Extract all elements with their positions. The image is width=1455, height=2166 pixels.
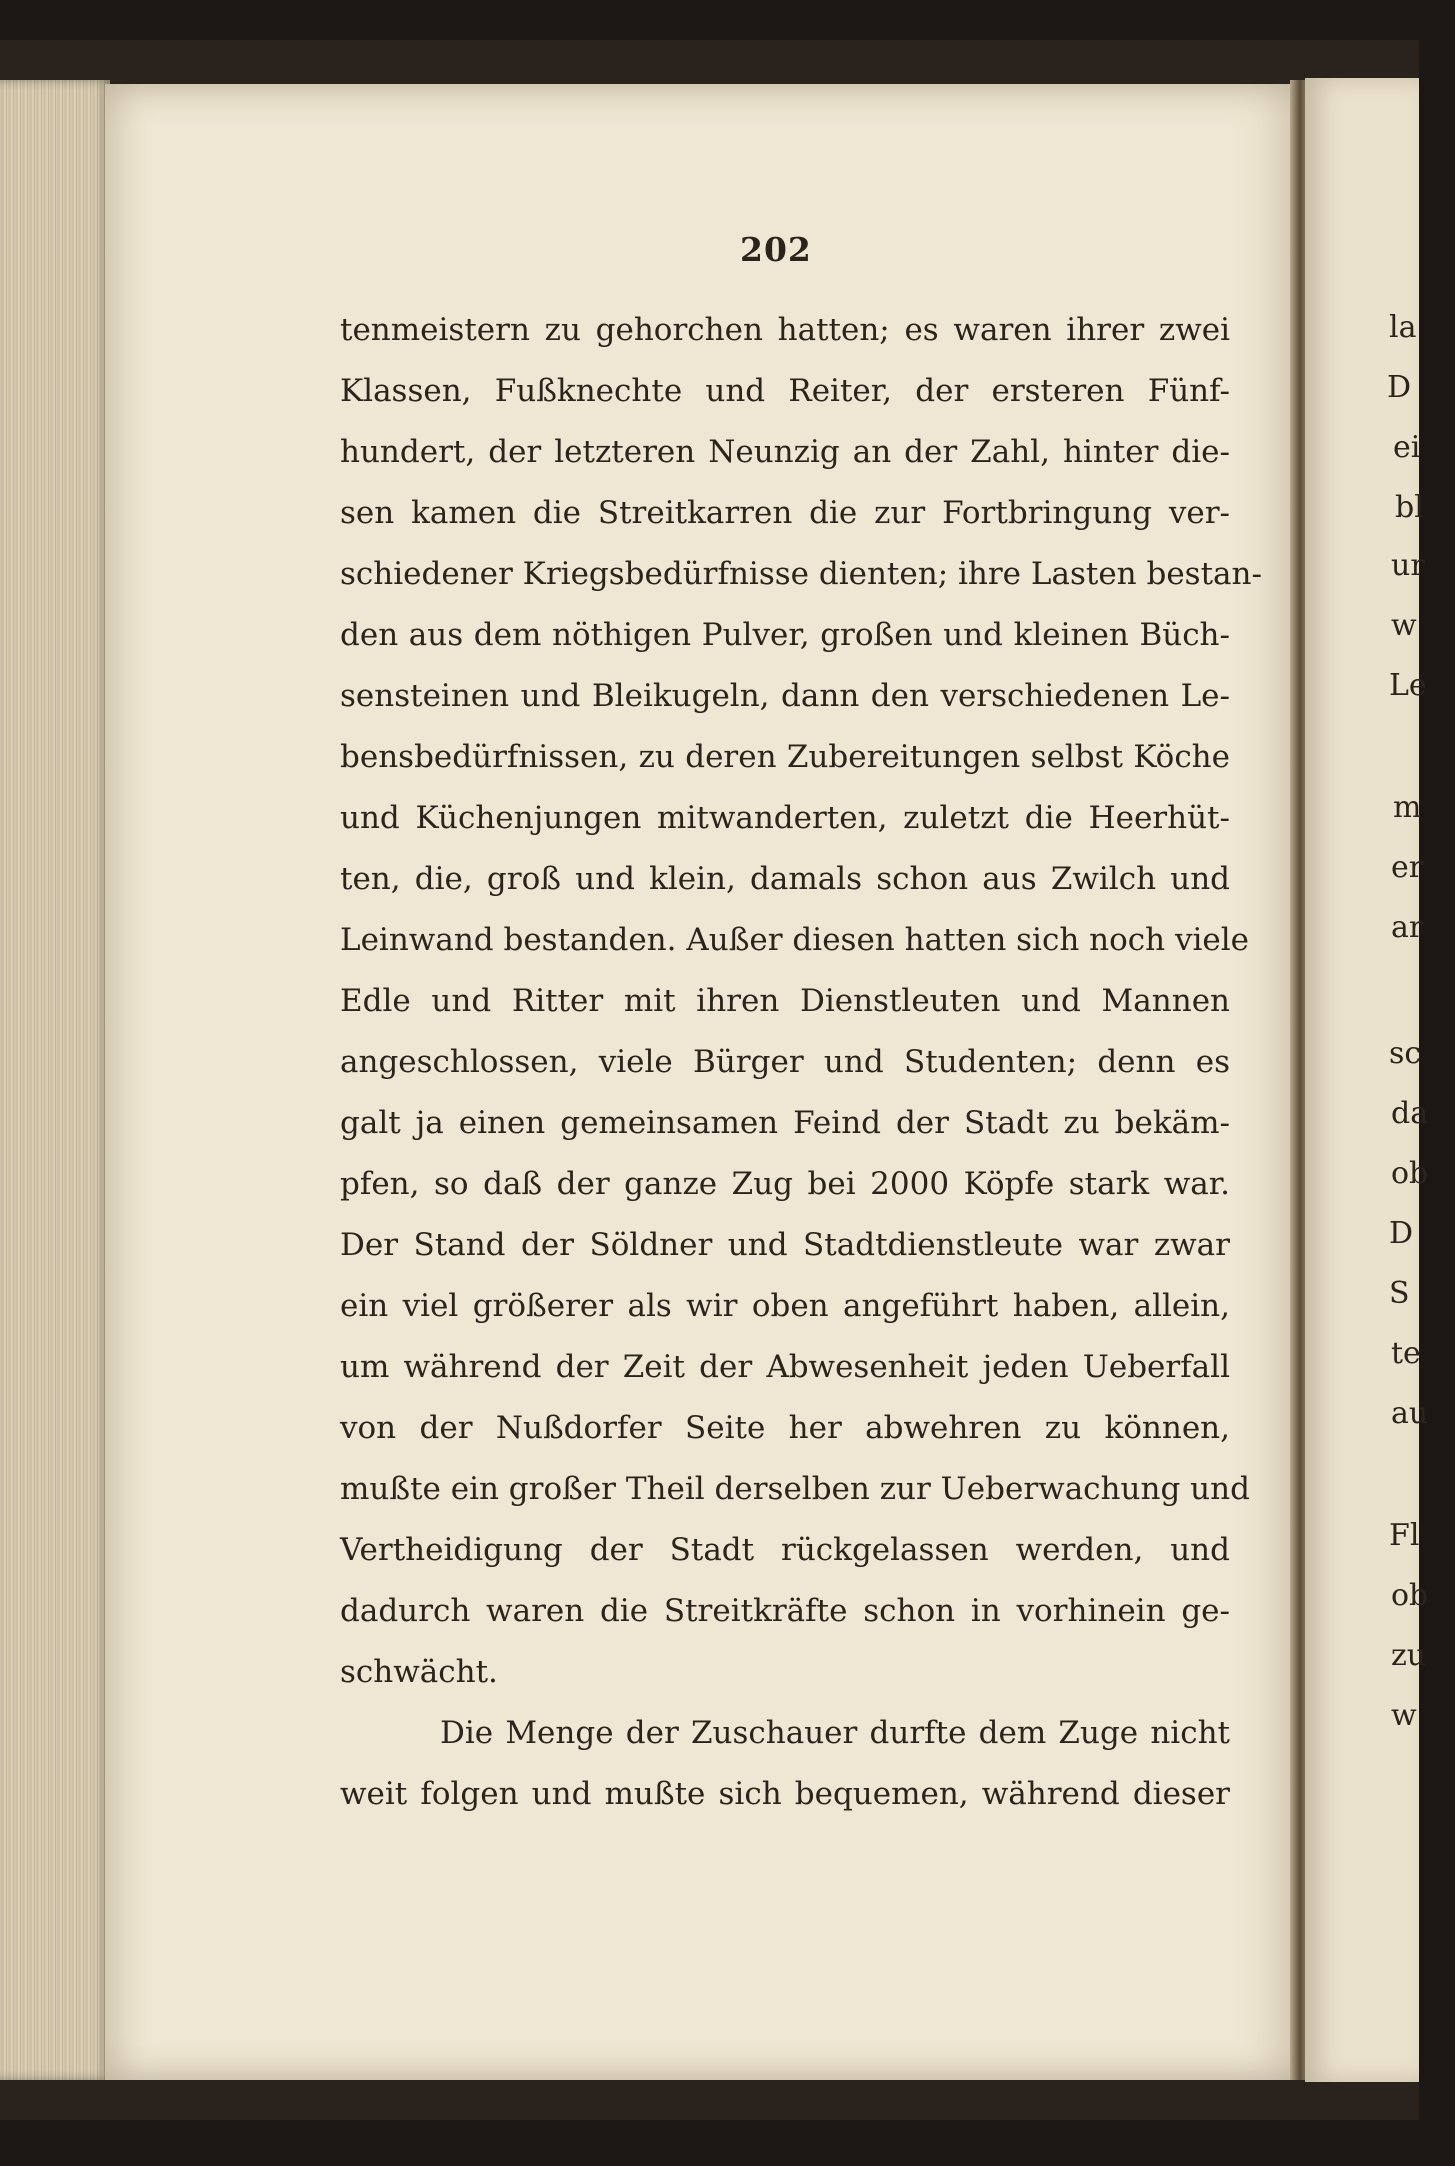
page-number: 202 bbox=[740, 230, 812, 269]
next-page-fragment: au bbox=[1391, 1396, 1429, 1431]
next-page-fragment: D bbox=[1387, 370, 1412, 405]
body-text bbox=[340, 300, 1262, 1825]
text-line: sensteinen und Bleikugeln, dann den verschiedenen Le- bbox=[340, 678, 1230, 714]
next-page-fragment: Fl bbox=[1389, 1518, 1420, 1553]
next-page-fragment: ei bbox=[1393, 430, 1421, 465]
text-line: dadurch waren die Streitkräfte schon in vorhinein ge- bbox=[340, 1593, 1230, 1629]
text-line: bensbedürfnissen, zu deren Zubereitungen selbst Köche bbox=[340, 739, 1230, 775]
text-line: weit folgen und mußte sich bequemen, während dieser bbox=[340, 1776, 1230, 1812]
text-line: Leinwand bestanden. Außer diesen hatten sich noch viele bbox=[340, 922, 1249, 958]
next-page-fragment: D bbox=[1389, 1216, 1414, 1251]
text-line: angeschlossen, viele Bürger und Studenten; denn es bbox=[340, 1044, 1230, 1080]
next-page-fragment: w bbox=[1391, 608, 1417, 643]
next-page-fragment: S bbox=[1389, 1276, 1410, 1311]
next-page-fragment: te bbox=[1391, 1336, 1421, 1371]
next-page-fragment: sc bbox=[1389, 1036, 1422, 1071]
text-line: sen kamen die Streitkarren die zur Fortbringung ver- bbox=[340, 495, 1230, 531]
text-line: ten, die, groß und klein, damals schon aus Zwilch und bbox=[340, 861, 1230, 897]
next-page-fragment: zu bbox=[1391, 1638, 1427, 1673]
text-line: mußte ein großer Theil derselben zur Ueberwachung und bbox=[340, 1471, 1250, 1507]
text-line: pfen, so daß der ganze Zug bei 2000 Köpfe stark war. bbox=[340, 1166, 1230, 1202]
paragraph-start-line: Die Menge der Zuschauer durfte dem Zuge nicht bbox=[440, 1715, 1230, 1751]
page-edges bbox=[0, 80, 110, 2080]
next-page-fragment: w bbox=[1391, 1698, 1417, 1733]
text-line: Klassen, Fußknechte und Reiter, der ersteren Fünf- bbox=[340, 373, 1230, 409]
text-line: und Küchenjungen mitwanderten, zuletzt die Heerhüt- bbox=[340, 800, 1230, 836]
text-line: Der Stand der Söldner und Stadtdienstleute war zwar bbox=[340, 1227, 1230, 1263]
text-line: tenmeistern zu gehorchen hatten; es waren ihrer zwei bbox=[340, 312, 1230, 348]
text-line: galt ja einen gemeinsamen Feind der Stadt zu bekäm- bbox=[340, 1105, 1230, 1141]
text-line: hundert, der letzteren Neunzig an der Zahl, hinter die- bbox=[340, 434, 1230, 470]
next-page-fragment: bl bbox=[1395, 490, 1424, 525]
next-page-fragment: la bbox=[1389, 310, 1417, 345]
next-page-fragment: ar bbox=[1391, 910, 1424, 945]
text-line: um während der Zeit der Abwesenheit jeden Ueberfall bbox=[340, 1349, 1230, 1385]
text-line: Vertheidigung der Stadt rückgelassen werden, und bbox=[340, 1532, 1230, 1568]
next-page-fragment: m bbox=[1393, 790, 1422, 825]
next-page-edge bbox=[1305, 78, 1429, 2082]
text-line: ein viel größerer als wir oben angeführt haben, allein, bbox=[340, 1288, 1230, 1324]
text-line: von der Nußdorfer Seite her abwehren zu können, bbox=[340, 1410, 1230, 1446]
next-page-fragment: Le bbox=[1389, 668, 1427, 703]
next-page-fragment: er bbox=[1391, 850, 1424, 885]
next-page-fragment: ob bbox=[1391, 1156, 1429, 1191]
text-line: schwächt. bbox=[340, 1654, 498, 1690]
text-line: schiedener Kriegsbedürfnisse dienten; ihre Lasten bestan- bbox=[340, 556, 1262, 592]
next-page-fragment: da bbox=[1391, 1096, 1429, 1131]
next-page-fragment: ur bbox=[1391, 548, 1425, 583]
text-line: Edle und Ritter mit ihren Dienstleuten und Mannen bbox=[340, 983, 1230, 1019]
next-page-fragment: ob bbox=[1391, 1578, 1429, 1613]
text-line: den aus dem nöthigen Pulver, großen und kleinen Büch- bbox=[340, 617, 1230, 653]
